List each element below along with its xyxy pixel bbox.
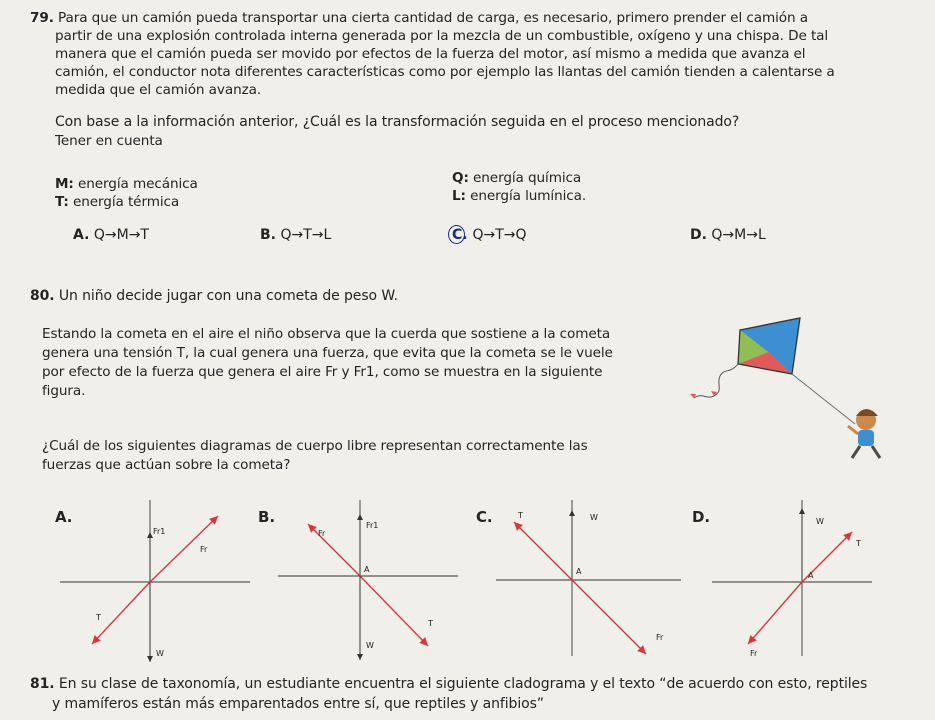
q80-line-4: figura.	[42, 383, 86, 399]
diagram-d[interactable]	[712, 496, 872, 666]
diagram-d-letter	[692, 508, 710, 526]
diagram-letter: D.	[692, 508, 710, 526]
option-text: Q→T→L	[280, 227, 332, 243]
label-fr: Fr	[200, 545, 208, 554]
option-letter: C.	[452, 227, 468, 243]
q79-question: Con base a la información anterior, ¿Cuál es la transformación seguida en el proceso mencionado?	[55, 114, 740, 130]
kite-string	[792, 374, 855, 424]
option-text: Q→T→Q	[472, 227, 527, 243]
label-w: W	[590, 513, 598, 522]
q80-line-3: por efecto de la fuerza que genera el aire Fr y Fr1, como se muestra en la siguiente	[42, 364, 603, 380]
child-hair	[856, 409, 878, 416]
label-a: A	[364, 565, 370, 574]
q79-option-a[interactable]	[73, 227, 149, 243]
label-t: T	[428, 619, 433, 628]
vector-fr	[150, 516, 218, 582]
key-code: L:	[452, 188, 466, 204]
label-t: T	[518, 511, 523, 520]
label-fr: Fr	[750, 649, 758, 658]
diagram-b-letter	[258, 508, 275, 526]
diagram-c[interactable]	[496, 496, 681, 666]
label-w: W	[816, 517, 824, 526]
key-text: energía térmica	[73, 194, 180, 210]
option-text: Q→M→L	[711, 227, 766, 243]
q81-text-1: En su clase de taxonomía, un estudiante encuentra el siguiente cladograma y el texto “de acuerdo con esto, reptiles	[58, 676, 868, 692]
label-fr1: Fr1	[153, 527, 166, 536]
q79-key-q	[452, 170, 581, 186]
q79-line-4: camión, el conductor nota diferentes características como por ejemplo las llantas del camión tienden a calentarse a	[55, 64, 835, 80]
vector-fr	[748, 582, 802, 644]
q80-line-2: genera una tensión T, la cual genera una fuerza, que evita que la cometa se le vuele	[42, 345, 613, 361]
diagram-a[interactable]	[60, 496, 250, 666]
label-fr: Fr	[318, 529, 326, 538]
label-fr: Fr	[656, 633, 664, 642]
diagram-letter: C.	[476, 508, 493, 526]
option-letter: D.	[690, 227, 707, 243]
label-a: A	[576, 567, 582, 576]
circle-mark-icon	[448, 225, 465, 244]
q80-title-line	[30, 288, 398, 304]
q79-key-l	[452, 188, 586, 204]
q79-option-b[interactable]	[260, 227, 331, 243]
option-letter: A.	[73, 227, 90, 243]
q80-question-2: fuerzas que actúan sobre la cometa?	[42, 457, 291, 473]
q79-line-5: medida que el camión avanza.	[55, 82, 262, 98]
child-body	[858, 430, 874, 446]
q79-number: 79.	[30, 10, 54, 26]
diagram-c-letter	[476, 508, 493, 526]
diagram-letter: A.	[55, 508, 73, 526]
vector-fr	[308, 524, 360, 576]
label-fr1: Fr1	[366, 521, 379, 530]
child-arm	[848, 426, 858, 434]
q79-option-d[interactable]	[690, 227, 766, 243]
q81-line-1	[30, 676, 867, 692]
q79-key-m	[55, 176, 198, 192]
diagram-b[interactable]	[278, 496, 458, 666]
q79-note: Tener en cuenta	[55, 133, 163, 149]
q79-line-1	[30, 10, 808, 26]
label-t: T	[856, 539, 861, 548]
label-a: A	[808, 571, 814, 580]
q81-number: 81.	[30, 676, 55, 692]
option-letter: B.	[260, 227, 276, 243]
q79-key-t	[55, 194, 179, 210]
vector-t	[360, 576, 428, 646]
q80-line-1: Estando la cometa en el aire el niño observa que la cuerda que sostiene a la cometa	[42, 326, 611, 342]
key-text: energía mecánica	[78, 176, 198, 192]
q79-text-1: Para que un camión pueda transportar una cierta cantidad de carga, es necesario, primero prender el camión a	[58, 10, 808, 26]
q80-question-1: ¿Cuál de los siguientes diagramas de cuerpo libre representan correctamente las	[42, 438, 588, 454]
q80-title: Un niño decide jugar con una cometa de peso W.	[58, 288, 398, 304]
child-legs	[852, 446, 880, 458]
key-text: energía lumínica.	[470, 188, 587, 204]
vector-t	[514, 522, 572, 580]
label-w: W	[366, 641, 374, 650]
key-code: T:	[55, 194, 69, 210]
option-letter-circled	[452, 227, 472, 243]
diagram-letter: B.	[258, 508, 275, 526]
q79-line-3: manera que el camión pueda ser movido por efectos de la fuerza del motor, así mismo a medida que avanza el	[55, 46, 806, 62]
q79-line-2: partir de una explosión controlada interna generada por la mezcla de un combustible, oxígeno y una chispa. De tal	[55, 28, 829, 44]
key-code: Q:	[452, 170, 469, 186]
option-text: Q→M→T	[93, 227, 149, 243]
q80-number: 80.	[30, 288, 55, 304]
q81-line-2: y mamíferos están más emparentados entre sí, que reptiles y anfibios”	[52, 696, 544, 712]
q79-option-c[interactable]	[452, 227, 527, 243]
key-text: energía química	[473, 170, 582, 186]
label-w: W	[156, 649, 164, 658]
label-t: T	[96, 613, 101, 622]
vector-fr	[572, 580, 646, 654]
key-code: M:	[55, 176, 74, 192]
kite-illustration	[680, 312, 920, 472]
